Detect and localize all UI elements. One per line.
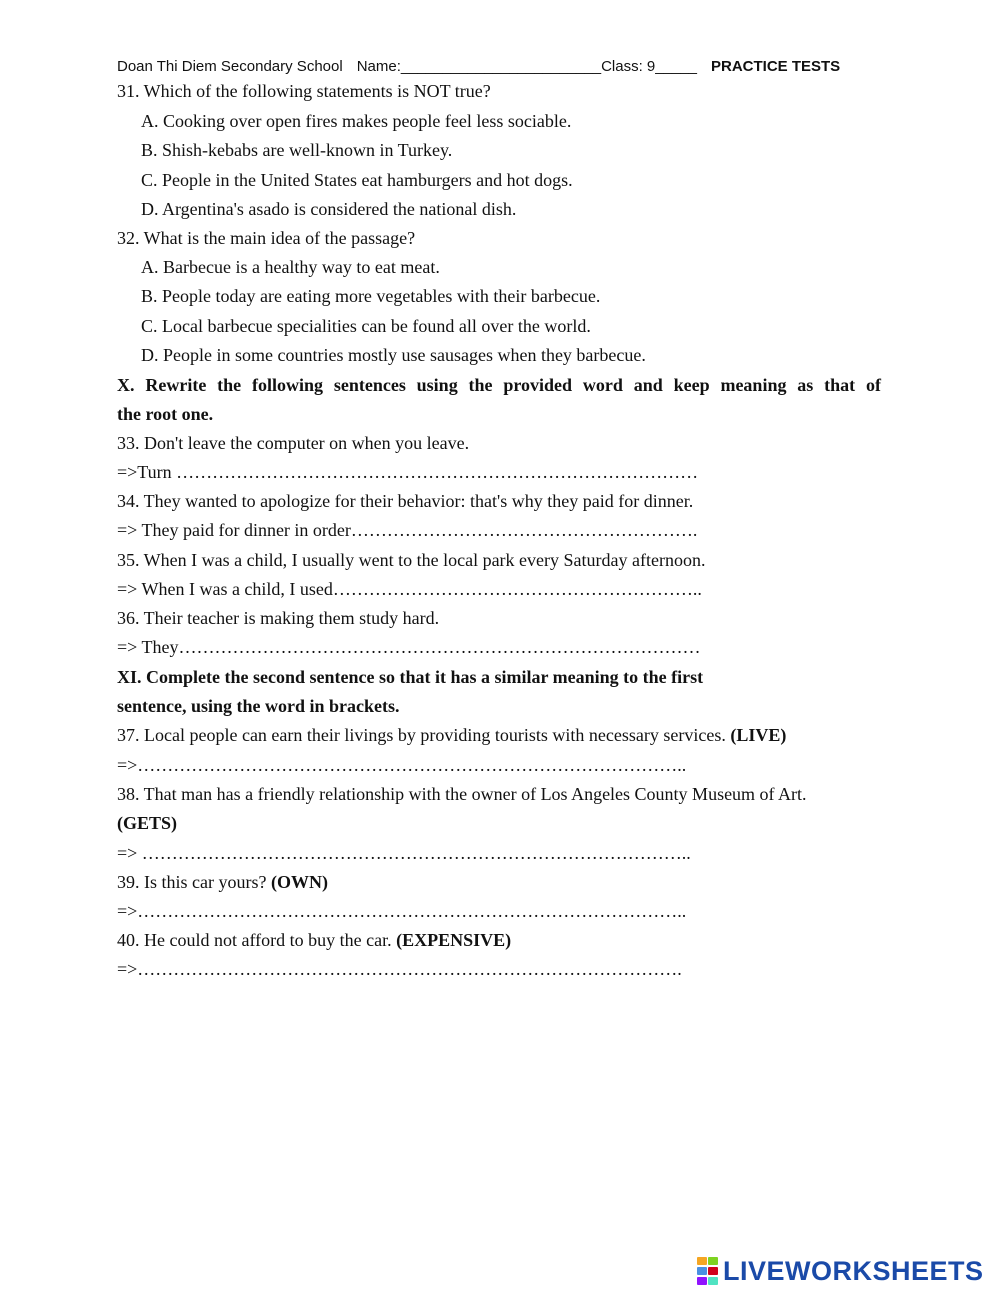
- practice-tests-label: PRACTICE TESTS: [711, 58, 841, 75]
- answer-line-40[interactable]: =>……………………………………………………………………………….: [117, 959, 682, 979]
- question-40-text: 40. He could not afford to buy the car.: [117, 930, 392, 950]
- answer-line-37[interactable]: =>………………………………………………………………………………..: [117, 755, 687, 775]
- option-32-a: A. Barbecue is a healthy way to eat meat.: [141, 257, 440, 277]
- answer-line-39[interactable]: =>………………………………………………………………………………..: [117, 901, 687, 921]
- school-name: Doan Thi Diem Secondary School: [117, 58, 343, 75]
- section-xi-heading: XI. Complete the second sentence so that it has a similar meaning to the first: [117, 667, 704, 687]
- answer-line-34[interactable]: => They paid for dinner in order………………………………………………….: [117, 520, 698, 540]
- section-x-heading-cont: the root one.: [117, 404, 214, 424]
- keyword-40: (EXPENSIVE): [396, 930, 512, 950]
- liveworksheets-logo-text: LIVEWORKSHEETS: [723, 1255, 984, 1286]
- name-field: Name:________________________: [356, 58, 602, 75]
- liveworksheets-logo: [697, 1254, 984, 1288]
- answer-line-36[interactable]: => They……………………………………………………………………………: [117, 637, 701, 657]
- liveworksheets-logo-icon: [697, 1257, 719, 1285]
- question-37: [117, 724, 786, 746]
- question-34: 34. They wanted to apologize for their behavior: that's why they paid for dinner.: [117, 491, 694, 511]
- option-32-b: B. People today are eating more vegetables with their barbecue.: [141, 286, 601, 306]
- question-38: 38. That man has a friendly relationship with the owner of Los Angeles County Museum of Art.: [117, 784, 807, 804]
- option-31-a: A. Cooking over open fires makes people feel less sociable.: [141, 111, 572, 131]
- keyword-37: (LIVE): [730, 725, 787, 745]
- answer-line-35[interactable]: => When I was a child, I used……………………………………………………..: [117, 579, 702, 599]
- keyword-39: (OWN): [270, 872, 328, 892]
- question-39: [117, 871, 328, 893]
- question-32: 32. What is the main idea of the passage?: [117, 228, 416, 248]
- page-header: [117, 58, 887, 75]
- class-field: Class: 9_____: [601, 58, 697, 75]
- question-40: [117, 929, 511, 951]
- option-31-d: D. Argentina's asado is considered the national dish.: [141, 199, 517, 219]
- option-32-c: C. Local barbecue specialities can be found all over the world.: [141, 316, 591, 336]
- keyword-38: (GETS): [117, 813, 178, 833]
- question-33: 33. Don't leave the computer on when you leave.: [117, 433, 470, 453]
- answer-line-38[interactable]: => ………………………………………………………………………………..: [117, 843, 691, 863]
- section-xi-heading-cont: sentence, using the word in brackets.: [117, 696, 400, 716]
- section-x-heading: X. Rewrite the following sentences using the provided word and keep meaning as that of: [117, 375, 881, 395]
- question-37-text: 37. Local people can earn their livings by providing tourists with necessary services.: [117, 725, 726, 745]
- answer-line-33[interactable]: =>Turn ……………………………………………………………………………: [117, 462, 699, 482]
- question-35: 35. When I was a child, I usually went to the local park every Saturday afternoon.: [117, 550, 706, 570]
- question-36: 36. Their teacher is making them study hard.: [117, 608, 440, 628]
- option-32-d: D. People in some countries mostly use sausages when they barbecue.: [141, 345, 646, 365]
- option-31-c: C. People in the United States eat hamburgers and hot dogs.: [141, 170, 573, 190]
- question-31: 31. Which of the following statements is NOT true?: [117, 81, 491, 101]
- option-31-b: B. Shish-kebabs are well-known in Turkey.: [141, 140, 453, 160]
- question-39-text: 39. Is this car yours?: [117, 872, 267, 892]
